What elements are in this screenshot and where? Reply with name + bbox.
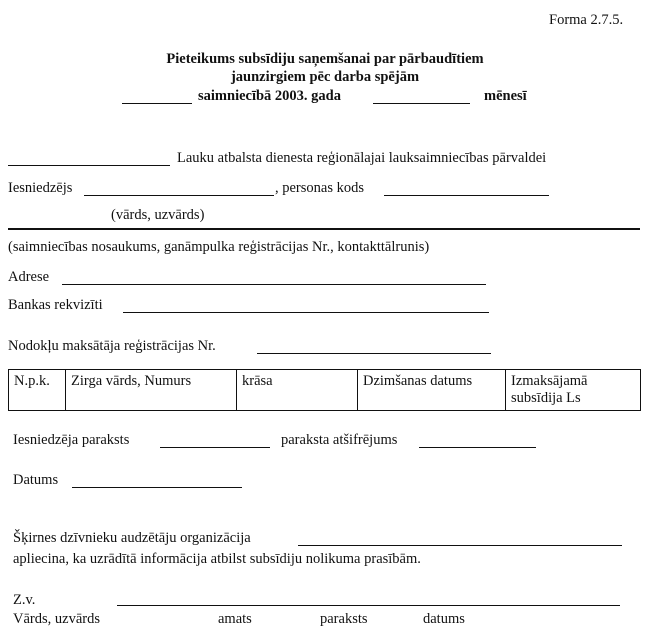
breeders-org-label: Šķirnes dzīvnieku audzētāju organizācija — [13, 530, 251, 546]
title-line-2: jaunzirgiem pēc darba spējām — [230, 69, 420, 85]
name-hint: (vārds, uzvārds) — [111, 207, 205, 223]
address-field[interactable] — [62, 284, 486, 285]
confirmation-text: apliecina, ka uzrādītā informācija atbilst subsīdiju nolikuma prasībām. — [13, 551, 421, 567]
bank-label: Bankas rekvizīti — [8, 297, 103, 313]
tax-reg-field[interactable] — [257, 353, 491, 354]
applicant-name-field[interactable] — [84, 195, 274, 196]
personal-code-field[interactable] — [384, 195, 549, 196]
col-birth-date: Dzimšanas datums — [358, 370, 506, 411]
stamp-place: Z.v. — [13, 592, 36, 608]
stamp-name-label: Vārds, uzvārds — [13, 611, 100, 627]
farm-blank[interactable] — [122, 103, 192, 104]
stamp-position-label: amats — [218, 611, 252, 627]
personal-code-label: , personas kods — [275, 180, 365, 196]
breeders-org-field[interactable] — [298, 545, 622, 546]
col-horse-name: Zirga vārds, Numurs — [66, 370, 237, 411]
stamp-sign-label: paraksts — [320, 611, 368, 627]
section-divider — [8, 228, 640, 230]
date-label: Datums — [13, 472, 59, 488]
tax-reg-label: Nodokļu maksātāja reģistrācijas Nr. — [8, 338, 216, 354]
signature-decoding-field[interactable] — [419, 447, 536, 448]
col-npk: N.p.k. — [9, 370, 66, 411]
signature-field[interactable] — [160, 447, 270, 448]
confirmer-signature-line[interactable] — [117, 605, 620, 606]
horse-table — [8, 369, 641, 411]
date-field[interactable] — [72, 487, 242, 488]
col-subsidy: Izmaksājamā subsīdija Ls — [506, 370, 641, 411]
bank-field[interactable] — [123, 312, 489, 313]
applicant-label: Iesniedzējs — [8, 180, 73, 196]
org-hint: (saimniecības nosaukums, ganāmpulka reģistrācijas Nr., kontakttālrunis) — [8, 239, 430, 255]
title-line-1: Pieteikums subsīdiju saņemšanai par pārbaudītiem — [166, 51, 484, 67]
title-month: mēnesī — [484, 88, 527, 104]
form-number: Forma 2.7.5. — [549, 12, 624, 28]
stamp-date-label: datums — [423, 611, 465, 627]
signature-label: Iesniedzēja paraksts — [13, 432, 130, 448]
signature-decoding-label: paraksta atšifrējums — [281, 432, 398, 448]
col-color: krāsa — [237, 370, 358, 411]
regional-office-blank[interactable] — [8, 165, 170, 166]
addressee: Lauku atbalsta dienesta reģionālajai lauksaimniecības pārvaldei — [177, 150, 547, 166]
address-label: Adrese — [8, 269, 50, 285]
table-header-row — [9, 370, 641, 411]
month-blank[interactable] — [373, 103, 470, 104]
title-line-3: saimniecībā 2003. gada — [198, 88, 341, 104]
